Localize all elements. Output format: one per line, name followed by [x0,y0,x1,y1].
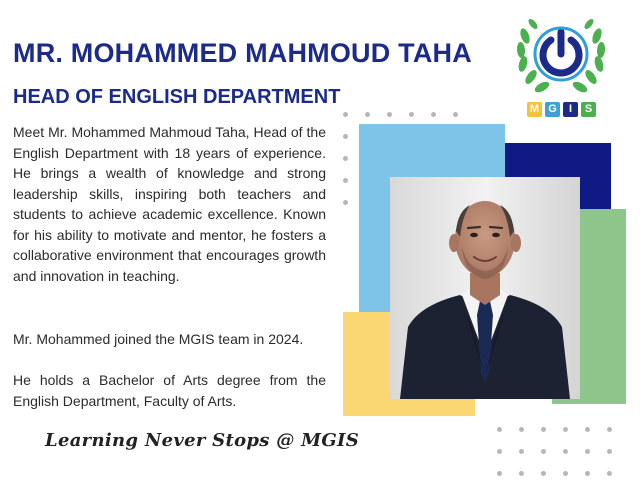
portrait-illustration [390,177,580,399]
portrait-photo [390,177,580,399]
profile-name: MR. MOHAMMED MAHMOUD TAHA [13,38,472,68]
logo-letter-s: S [581,102,596,117]
profile-joined: Mr. Mohammed joined the MGIS team in 2024. [13,331,304,347]
logo-letter-m: M [527,102,542,117]
profile-bio: Meet Mr. Mohammed Mahmoud Taha, Head of the English Department with 18 years of experience. He brings a wealth of knowledge and strong leadership skills, inspiring both teachers and students to achieve academic excellence. Known for his ability to motivate and mentor, he fosters a collaborative environment that encourages growth and innovation in teaching. [13,124,326,284]
logo-letters [527,102,596,117]
profile-degree: He holds a Bachelor of Arts degree from the English Department, Faculty of Arts. [13,372,326,409]
power-icon [535,28,587,80]
slogan: Learning Never Stops @ MGIS [45,430,360,451]
logo-letter-i: I [563,102,578,117]
mgis-logo [513,6,609,122]
logo-letter-g: G [545,102,560,117]
profile-role: HEAD OF ENGLISH DEPARTMENT [13,86,341,108]
